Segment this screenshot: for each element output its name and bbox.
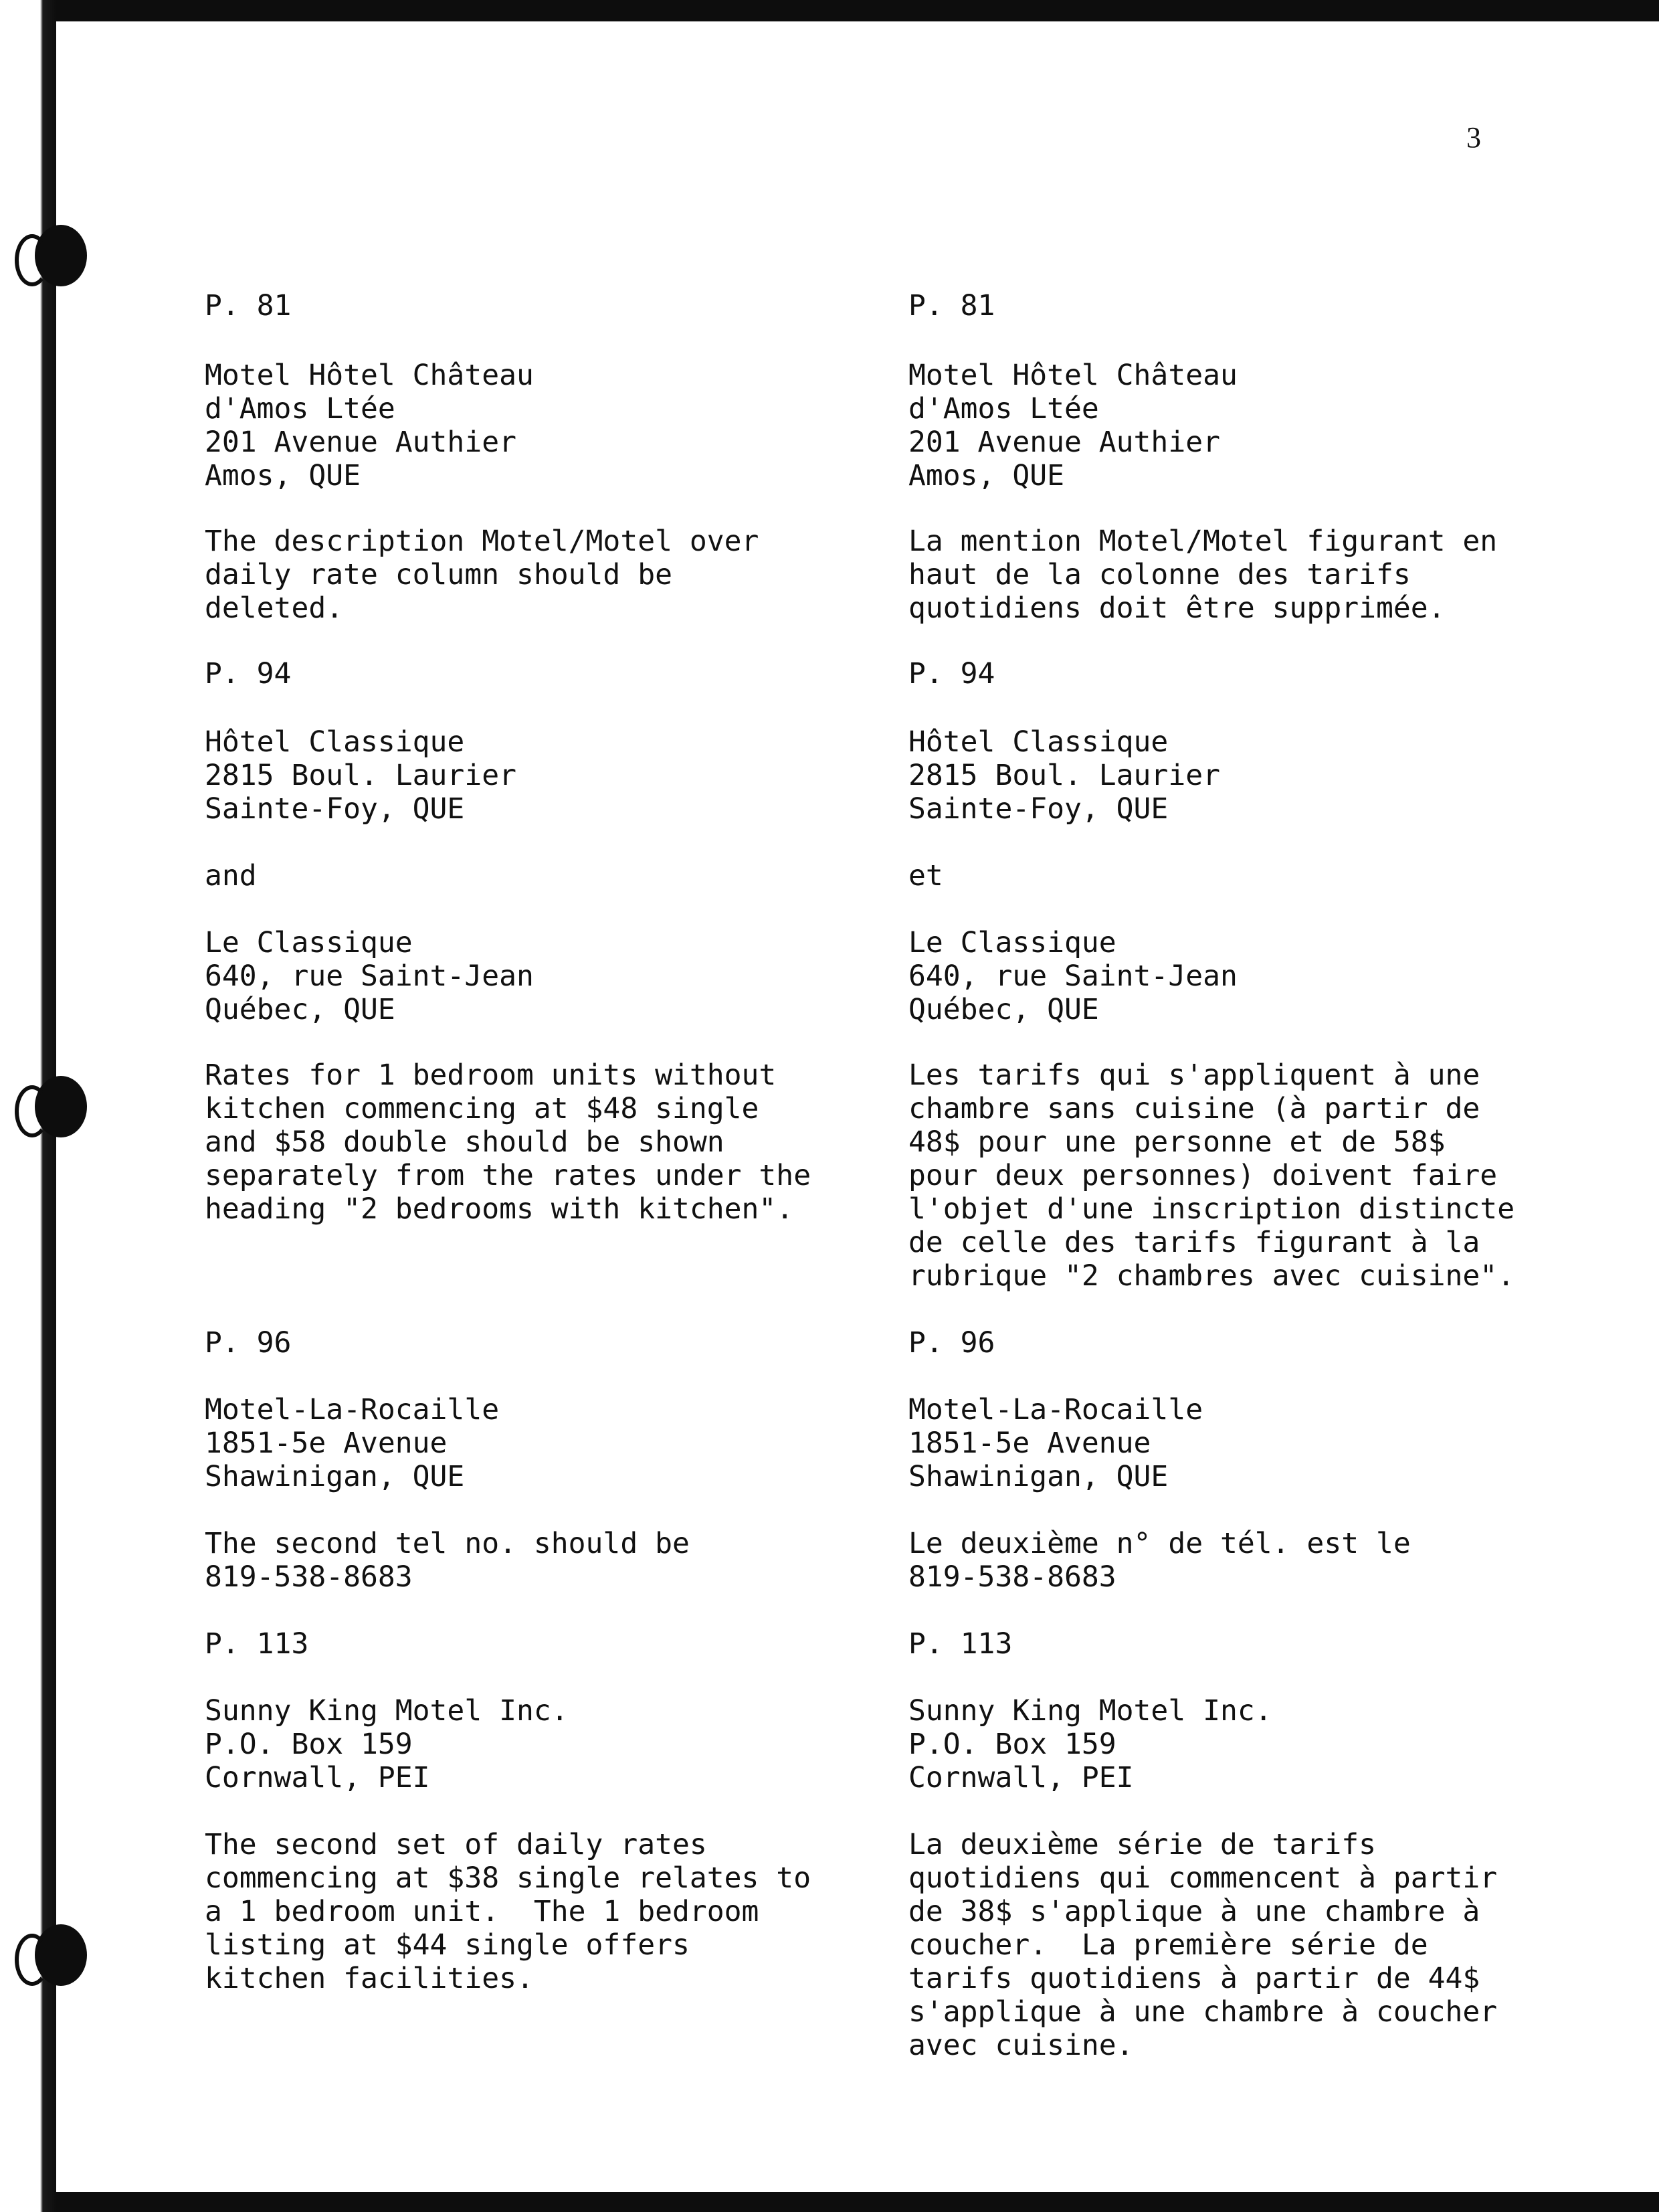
p94-heading: P. 94 [205,657,292,690]
p94-address-2: Le Classique 640, rue Saint-Jean Québec, QUE [205,926,534,1026]
p113-heading: P. 113 [205,1627,309,1661]
p96-heading: P. 96 [205,1326,292,1360]
p113-note: The second set of daily rates commencing at $38 single relates to a 1 bedroom unit. The 1 bedroom listing at $44 single offers kitchen facilities. [205,1828,811,1995]
p94-note-fr: Les tarifs qui s'appliquent à une chambre sans cuisine (à partir de 48$ pour une personne et de 58$ pour deux personnes) doivent faire l'objet d'une inscription distincte de celle des tarifs figurant à la rubrique "2 chambres avec cuisine". [908,1058,1515,1293]
p81-heading: P. 81 [205,289,292,322]
binder-ring-middle [15,1085,50,1137]
p94-conjunction: and [205,859,257,893]
p94-note: Rates for 1 bedroom units without kitchen commencing at $48 single and $58 double should be shown separately from the rates under the heading "2 bedrooms with kitchen". [205,1058,811,1226]
p113-address-fr: Sunny King Motel Inc. P.O. Box 159 Cornwall, PEI [908,1694,1272,1794]
p81-address: Motel Hôtel Château d'Amos Ltée 201 Avenue Authier Amos, QUE [205,359,534,492]
p94-address-1-fr: Hôtel Classique 2815 Boul. Laurier Sainte-Foy, QUE [908,725,1220,826]
binder-ring-bottom [15,1934,50,1986]
p81-address-fr: Motel Hôtel Château d'Amos Ltée 201 Avenue Authier Amos, QUE [908,359,1238,492]
p81-note-fr: La mention Motel/Motel figurant en haut de la colonne des tarifs quotidiens doit être supprimée. [908,525,1498,625]
binder-ring-top [15,234,50,286]
p81-heading-fr: P. 81 [908,289,995,322]
p96-address-fr: Motel-La-Rocaille 1851-5e Avenue Shawinigan, QUE [908,1393,1203,1493]
p96-heading-fr: P. 96 [908,1326,995,1360]
p94-address-1: Hôtel Classique 2815 Boul. Laurier Sainte-Foy, QUE [205,725,516,826]
p113-note-fr: La deuxième série de tarifs quotidiens qui commencent à partir de 38$ s'applique à une chambre à coucher. La première série de tarifs quotidiens à partir de 44$ s'applique à une chambre à coucher avec cuisine. [908,1828,1498,2062]
p96-note-fr: Le deuxième n° de tél. est le 819-538-8683 [908,1527,1411,1594]
scan-top-edge [0,0,1659,21]
p94-conjunction-fr: et [908,859,943,893]
p94-address-2-fr: Le Classique 640, rue Saint-Jean Québec, QUE [908,926,1238,1026]
p81-note: The description Motel/Motel over daily rate column should be deleted. [205,525,759,625]
scan-bottom-edge [0,2192,1659,2212]
p113-address: Sunny King Motel Inc. P.O. Box 159 Cornwall, PEI [205,1694,569,1794]
p96-note: The second tel no. should be 819-538-8683 [205,1527,690,1594]
p96-address: Motel-La-Rocaille 1851-5e Avenue Shawinigan, QUE [205,1393,500,1493]
p94-heading-fr: P. 94 [908,657,995,690]
page-number: 3 [1466,121,1481,154]
p113-heading-fr: P. 113 [908,1627,1013,1661]
